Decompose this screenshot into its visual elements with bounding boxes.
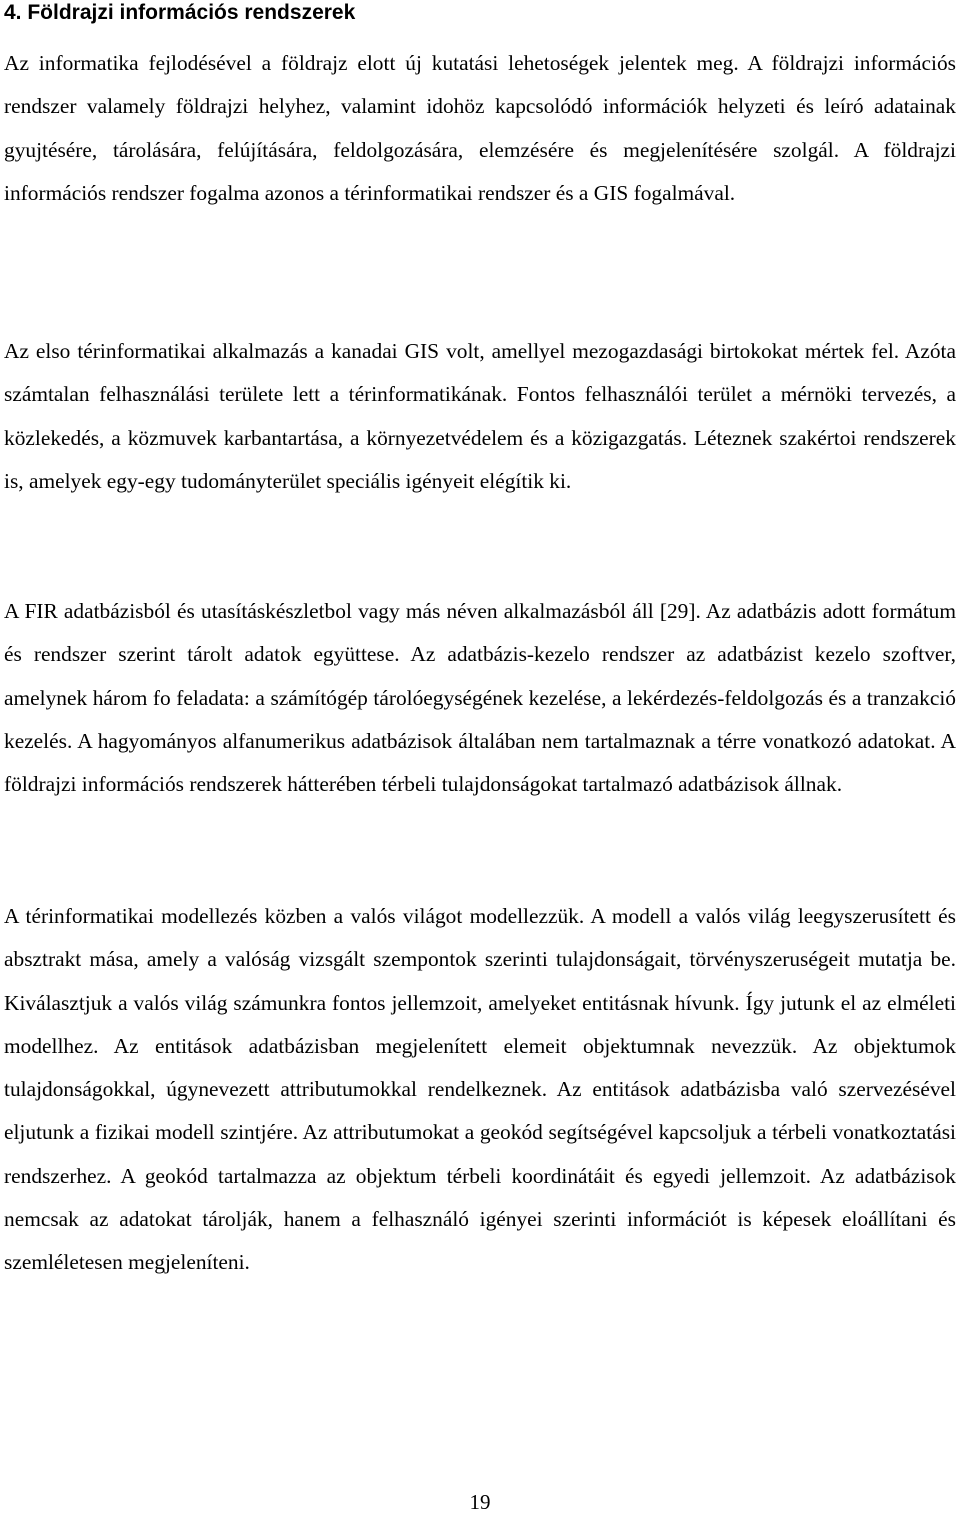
paragraph-gis-applications: Az elso térinformatikai alkalmazás a kanadai GIS volt, amellyel mezogazdasági birtokokat mértek fel. Azóta számtalan felhasználási területe lett a térinformatikának. Fontos felhasználói terület a mérnöki tervezés, a közlekedés, a közmuvek karbantartása, a környezetvédelem és a közigazgatás. Léteznek szakértoi rendszerek is, amelyek egy-egy tudományterület speciális igényeit elégítik ki. bbox=[4, 339, 956, 493]
document-page bbox=[4, 0, 956, 1275]
section-heading: 4. Földrajzi információs rendszerek bbox=[4, 1, 356, 24]
paragraph-modelling: A térinformatikai modellezés közben a valós világot modellezzük. A modell a valós világ leegyszerusített és absztrakt mása, amely a valóság vizsgált szempontok szerinti tulajdonságait, törvényszeruségeit mutatja be. Kiválasztjuk a valós világ számunkra fontos jellemzoit, amelyeket entitásnak hívunk. Így jutunk el az elméleti modellhez. Az entitások adatbázisban megjelenített elemeit objektumnak nevezzük. Az objektumok tulajdonságokkal, úgynevezett attributumokkal rendelkeznek. Az entitások adatbázisba való szervezésével eljutunk a fizikai modell szintjére. Az attributumokat a geokód segítségével kapcsoljuk a térbeli vonatkoztatási rendszerhez. A geokód tartalmazza az objektum térbeli koordinátáit és egyedi jellemzoit. Az adatbázisok nemcsak az adatokat tárolják, hanem a felhasználó igényei szerinti információt is képesek eloállítani és szemléletesen megjeleníteni. bbox=[4, 904, 956, 1275]
paragraph-gis-intro: Az informatika fejlodésével a földrajz elott új kutatási lehetoségek jelentek meg. A földrajzi információs rendszer valamely földrajzi helyhez, valamint idohöz kapcsolódó információk helyzeti és leíró adatainak gyujtésére, tárolására, felújítására, feldolgozására, elemzésére és megjelenítésére szolgál. A földrajzi információs rendszer fogalma azonos a térinformatikai rendszer és a GIS fogalmával. bbox=[4, 51, 956, 205]
page-number: 19 bbox=[469, 1490, 491, 1514]
paragraph-database: A FIR adatbázisból és utasításkészletbol vagy más néven alkalmazásból áll [29]. Az adatbázis adott formátum és rendszer szerint tárolt adatok együttese. Az adatbázis-kezelo rendszer az adatbázist kezelo szoftver, amelynek három fo feladata: a számítógép tárolóegységének kezelése, a lekérdezés-feldolgozás és a tranzakció kezelés. A hagyományos alfanumerikus adatbázisok általában nem tartalmaznak a térre vonatkozó adatokat. A földrajzi információs rendszerek hátterében térbeli tulajdonságokat tartalmazó adatbázisok állnak. bbox=[4, 599, 956, 797]
